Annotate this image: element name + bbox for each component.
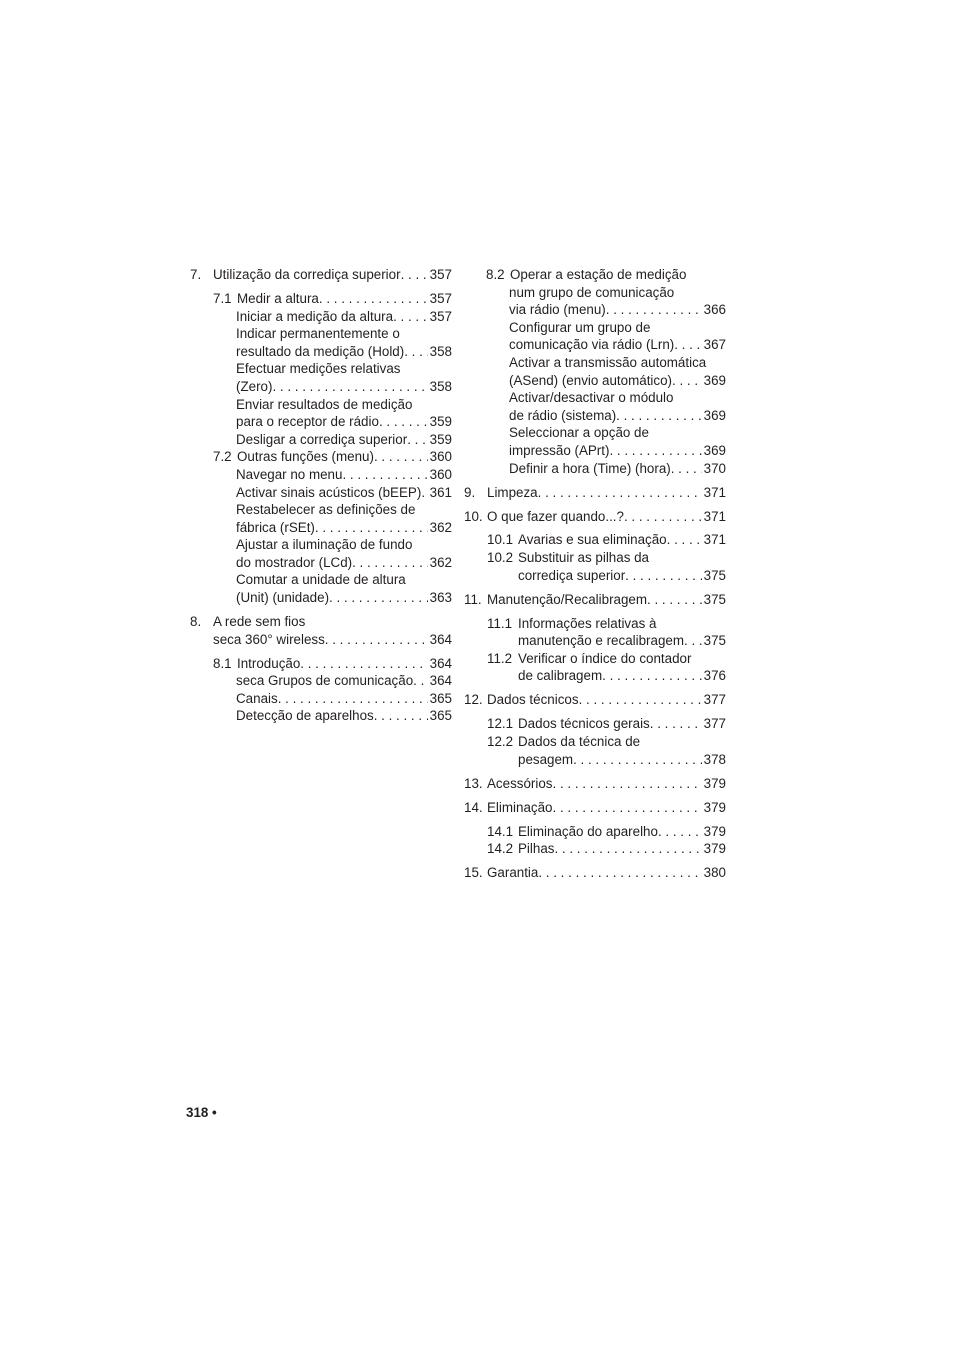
toc-entry-number: 7. — [190, 267, 202, 282]
toc-entry-page: 365 — [429, 708, 452, 724]
toc-entry-title-line: Desligar a corrediça superior — [236, 431, 408, 447]
toc-entry-title-line: Substituir as pilhas da — [518, 550, 650, 566]
toc-entry-title-line: Outras funções (menu) — [237, 449, 374, 465]
toc-entry-page: 379 — [703, 841, 726, 857]
toc-entry-title-line: Informações relativas à — [518, 615, 657, 631]
toc-entry-title-line: Comutar a unidade de altura — [236, 572, 406, 588]
toc-entry-title-line: seca Grupos de comunicação — [236, 673, 414, 689]
dot-leader — [658, 823, 702, 841]
dot-leader — [352, 554, 428, 572]
dot-leader — [300, 655, 427, 673]
toc-entry-page: 375 — [703, 633, 726, 649]
toc-entry-title-line: Seleccionar a opção de — [509, 425, 649, 441]
toc-entry-page: 359 — [429, 431, 452, 447]
toc-entry[interactable] — [463, 484, 726, 502]
toc-entry-title-line: A rede sem fios — [213, 614, 306, 630]
toc-entry-number: 10. — [464, 508, 483, 524]
dot-leader — [379, 413, 428, 431]
dot-leader — [329, 589, 428, 607]
toc-entry-page: 360 — [429, 466, 452, 482]
toc-entry[interactable] — [463, 549, 726, 584]
toc-entry-number: 7.2 — [213, 449, 232, 465]
toc-entry-number: 10.1 — [487, 532, 514, 548]
dot-leader — [374, 448, 428, 466]
dot-leader — [374, 707, 428, 725]
dot-leader — [342, 466, 427, 484]
toc-entry-page: 376 — [703, 668, 726, 684]
toc-entry-title-line: de rádio (sistema) — [509, 407, 617, 423]
toc-entry[interactable] — [463, 508, 726, 526]
toc-entry-page: 362 — [429, 554, 452, 570]
toc-entry-title-line: (Zero) — [236, 378, 273, 394]
toc-entry-title-line: corrediça superior — [518, 567, 626, 583]
toc-entry-title-line: para o receptor de rádio — [236, 414, 379, 430]
dot-leader — [407, 431, 427, 449]
dot-leader — [278, 690, 428, 708]
toc-entry-title-line: impressão (APrt) — [509, 442, 610, 458]
dot-leader — [650, 715, 702, 733]
toc-entry-title-line: Configurar um grupo de — [509, 319, 651, 335]
toc-entry-page: 361 — [429, 484, 452, 500]
toc-entry-number: 14. — [464, 799, 483, 815]
toc-entry[interactable] — [190, 325, 452, 360]
toc-entry-number: 11.2 — [487, 650, 513, 666]
toc-entry-title-line: Eliminação do aparelho — [518, 823, 658, 839]
toc-entry[interactable] — [463, 319, 726, 354]
toc-entry[interactable] — [190, 655, 452, 673]
toc-entry[interactable] — [463, 650, 726, 685]
toc-entry-title-line: do mostrador (LCd) — [236, 554, 353, 570]
dot-leader — [393, 308, 428, 326]
toc-entry-title-line: Pilhas — [518, 841, 555, 857]
toc-entry-page: 364 — [429, 673, 452, 689]
dot-leader — [606, 301, 702, 319]
toc-entry-title-line: Dados técnicos gerais — [518, 716, 650, 732]
toc-entry-title-line: Avarias e sua eliminação — [518, 532, 667, 548]
toc-entry-title-line: Limpeza — [487, 484, 538, 500]
toc-entry[interactable] — [463, 691, 726, 709]
toc-entry[interactable] — [463, 460, 726, 478]
toc-entry-page: 379 — [703, 799, 726, 815]
dot-leader — [413, 672, 428, 690]
toc-entry-title-line: Enviar resultados de medição — [236, 396, 413, 412]
toc-entry-number: 10.2 — [487, 550, 514, 566]
toc-entry-title-line: Garantia — [487, 865, 539, 881]
toc-entry-page: 371 — [703, 484, 726, 500]
toc-entry-number: 11. — [464, 591, 482, 607]
toc-entry-page: 357 — [429, 290, 452, 306]
toc-entry[interactable] — [463, 389, 726, 424]
toc-entry-title-line: Indicar permanentemente o — [236, 326, 400, 342]
toc-entry[interactable] — [463, 531, 726, 549]
dot-leader — [553, 799, 702, 817]
toc-entry-page: 362 — [429, 519, 452, 535]
toc-entry-number: 14.1 — [487, 823, 514, 839]
toc-entry-title-line: Restabelecer as definições de — [236, 502, 416, 518]
toc-entry-page: 371 — [703, 508, 726, 524]
toc-entry-title-line: Definir a hora (Time) (hora) — [509, 460, 671, 476]
dot-leader — [579, 691, 702, 709]
dot-leader — [647, 591, 702, 609]
toc-entry-title-line: Dados da técnica de — [518, 733, 641, 749]
toc-entry-number: 7.1 — [213, 290, 232, 306]
toc-entry-page: 375 — [703, 591, 726, 607]
toc-entry-title-line: Detecção de aparelhos — [236, 708, 374, 724]
toc-entry-page: 365 — [429, 690, 452, 706]
dot-leader — [602, 667, 702, 685]
dot-leader — [319, 290, 428, 308]
toc-entry-page: 378 — [703, 751, 726, 767]
toc-entry-page: 379 — [703, 823, 726, 839]
toc-entry-title-line: Activar a transmissão automática — [509, 354, 707, 370]
dot-leader — [554, 840, 701, 858]
toc-column-right — [463, 266, 726, 882]
toc-entry-page: 379 — [703, 775, 726, 791]
toc-entry-page: 364 — [429, 631, 452, 647]
toc-entry[interactable] — [463, 733, 726, 768]
toc-entry-title-line: manutenção e recalibragem — [518, 633, 684, 649]
dot-leader — [538, 484, 702, 502]
toc-entry[interactable] — [190, 501, 452, 536]
dot-leader — [404, 343, 427, 361]
toc-entry[interactable] — [190, 448, 452, 466]
toc-entry-number: 11.1 — [487, 615, 513, 631]
toc-entry[interactable] — [190, 308, 452, 326]
toc-entry[interactable] — [190, 466, 452, 484]
toc-entry-title-line: Iniciar a medição da altura — [236, 308, 394, 324]
toc-entry[interactable] — [463, 591, 726, 609]
dot-leader — [553, 775, 702, 793]
toc-entry-title-line: Introdução — [237, 655, 301, 671]
toc-entry-page: 359 — [429, 414, 452, 430]
toc-entry[interactable] — [190, 396, 452, 431]
toc-entry-title-line: seca 360° wireless — [213, 631, 325, 647]
toc-entry-title-line: (ASend) (envio automático) — [509, 372, 672, 388]
toc-entry[interactable] — [463, 266, 726, 319]
dot-leader — [672, 372, 702, 390]
toc-entry-title-line: resultado da medição (Hold) — [236, 343, 405, 359]
toc-entry-number: 14.2 — [487, 841, 514, 857]
toc-entry[interactable] — [190, 536, 452, 571]
toc-entry-page: 370 — [703, 460, 726, 476]
page-number: 318 • — [186, 1105, 217, 1120]
toc-entry-title-line: via rádio (menu) — [509, 302, 606, 318]
toc-entry-page: 363 — [429, 590, 452, 606]
toc-entry-page: 377 — [703, 716, 726, 732]
toc-entry[interactable] — [190, 672, 452, 690]
toc-entry[interactable] — [463, 615, 726, 650]
toc-entry-page: 375 — [703, 567, 726, 583]
toc-entry-title-line: Verificar o índice do contador — [518, 650, 692, 666]
toc-entry-title-line: Operar a estação de medição — [510, 267, 687, 282]
toc-entry[interactable] — [463, 799, 726, 817]
toc-entry-title-line: Medir a altura — [237, 290, 319, 306]
toc-entry-title-line: Efectuar medições relativas — [236, 361, 401, 377]
toc-entry[interactable] — [190, 613, 452, 648]
toc-entry-title-line: comunicação via rádio (Lrn) — [509, 337, 675, 353]
toc-entry-title-line: O que fazer quando...? — [487, 508, 624, 524]
toc-entry-number: 13. — [464, 775, 483, 791]
dot-leader — [616, 407, 701, 425]
toc-entry-title-line: (Unit) (unidade) — [236, 590, 330, 606]
toc-entry[interactable] — [463, 823, 726, 841]
toc-entry-title-line: Activar sinais acústicos (bEEP) — [236, 484, 422, 500]
toc-entry[interactable] — [190, 266, 452, 284]
toc-entry-title-line: Navegar no menu — [236, 466, 343, 482]
toc-entry-number: 9. — [464, 484, 476, 500]
toc-entry-title-line: Manutenção/Recalibragem — [487, 591, 648, 607]
dot-leader — [573, 751, 702, 769]
toc-entry[interactable] — [190, 707, 452, 725]
toc-entry[interactable] — [463, 715, 726, 733]
dot-leader — [671, 460, 702, 478]
toc-entry[interactable] — [190, 431, 452, 449]
dot-leader — [421, 484, 427, 502]
toc-entry-number: 8.2 — [486, 267, 505, 282]
toc-entry-page: 357 — [429, 308, 452, 324]
dot-leader — [325, 631, 428, 649]
dot-leader — [674, 336, 701, 354]
toc-entry-number: 8.1 — [213, 655, 232, 671]
toc-entry-title-line: Canais — [236, 690, 278, 706]
dot-leader — [667, 531, 702, 549]
toc-entry[interactable] — [190, 360, 452, 395]
toc-entry-title-line: Dados técnicos — [487, 692, 579, 708]
toc-entry[interactable] — [463, 864, 726, 882]
toc-entry-page: 369 — [703, 407, 726, 423]
toc-entry-title-line: Utilização da corrediça superior — [213, 267, 401, 282]
toc-entry-page: 366 — [703, 302, 726, 318]
toc-entry-title-line: Ajustar a iluminação de fundo — [236, 537, 413, 553]
toc-entry[interactable] — [190, 484, 452, 502]
toc-entry-page: 367 — [703, 337, 726, 353]
toc-entry-page: 364 — [429, 655, 452, 671]
toc-entry-title-line: Activar/desactivar o módulo — [509, 390, 674, 406]
dot-leader — [625, 567, 701, 585]
toc-entry-number: 12.1 — [487, 716, 514, 732]
toc-entry-page: 380 — [703, 865, 726, 881]
toc-entry-title-line: de calibragem — [518, 668, 603, 684]
toc-entry-page: 357 — [429, 267, 452, 282]
toc-entry[interactable] — [463, 840, 726, 858]
toc-entry[interactable] — [463, 424, 726, 459]
toc-entry-number: 8. — [190, 614, 202, 630]
toc-entry-title-line: Eliminação — [487, 799, 553, 815]
toc-entry[interactable] — [463, 354, 726, 389]
toc-entry-page: 358 — [429, 343, 452, 359]
toc-entry-page: 358 — [429, 378, 452, 394]
toc-entry-page: 371 — [703, 532, 726, 548]
dot-leader — [684, 632, 702, 650]
toc-entry-number: 12.2 — [487, 733, 514, 749]
toc-entry-title-line: fábrica (rSEt) — [236, 519, 315, 535]
dot-leader — [624, 508, 702, 526]
dot-leader — [609, 442, 701, 460]
dot-leader — [401, 266, 428, 284]
toc-entry-number: 15. — [464, 865, 483, 881]
dot-leader — [272, 378, 427, 396]
toc-entry[interactable] — [463, 775, 726, 793]
toc-entry[interactable] — [190, 290, 452, 308]
toc-entry-number: 12. — [464, 692, 483, 708]
toc-entry-page: 369 — [703, 372, 726, 388]
toc-entry[interactable] — [190, 690, 452, 708]
toc-entry-title-line: pesagem — [518, 751, 574, 767]
toc-entry-page: 377 — [703, 692, 726, 708]
dot-leader — [315, 519, 428, 537]
toc-entry[interactable] — [190, 571, 452, 606]
dot-leader — [538, 864, 701, 882]
toc-entry-title-line: Acessórios — [487, 775, 553, 791]
toc-column-left — [190, 266, 452, 725]
toc-entry-page: 360 — [429, 449, 452, 465]
toc-entry-title-line: num grupo de comunicação — [509, 284, 675, 300]
toc-entry-page: 369 — [703, 442, 726, 458]
